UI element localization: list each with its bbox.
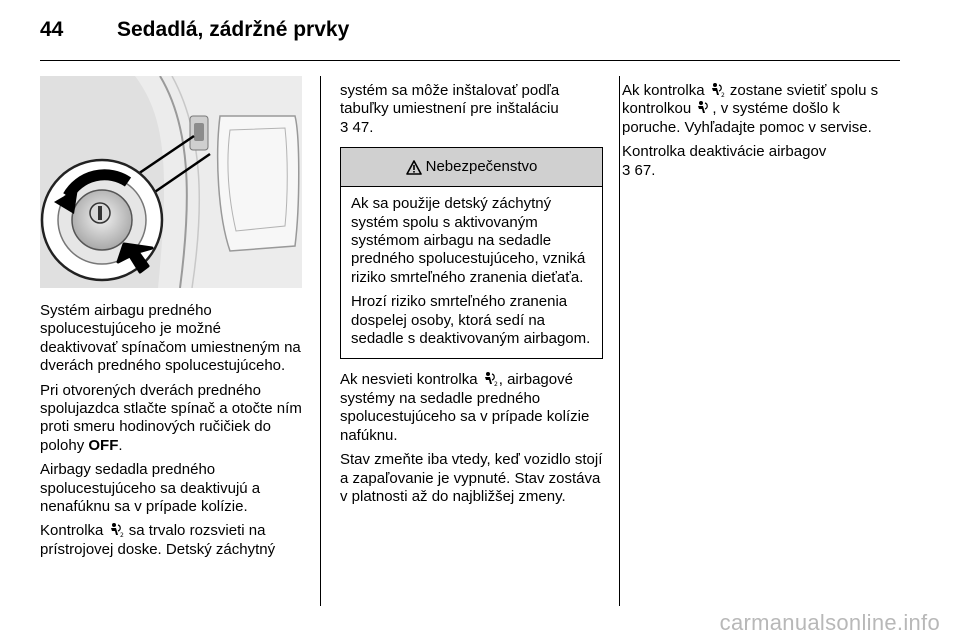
svg-text:2: 2: [493, 381, 498, 387]
airbag-off-icon: [108, 522, 125, 537]
column-divider-left: [320, 76, 321, 606]
column-2: [340, 82, 603, 512]
paragraph: Ak sa použije detský záchytný systém spolu s aktivovaným systémom airbagu na sedadle predného spolucestujúceho, vzniká riziko smrteľného zranenia dieťaťa.: [351, 195, 586, 286]
page-number: 44: [40, 18, 64, 41]
svg-text:2: 2: [720, 92, 725, 97]
danger-box-title: Nebezpečenstvo: [425, 158, 538, 176]
text: Pri otvorených dverách predného spolujazdca stlačte spínač a otočte ním proti smeru hodinových ručičiek do polohy: [40, 381, 302, 454]
text: Ak nesvieti kontrolka: [340, 371, 482, 389]
watermark: carmanualsonline.info: [719, 610, 940, 635]
paragraph: systém sa môže inštalovať podľa tabuľky umiestnení pre inštaláciu: [340, 82, 560, 118]
cross-reference: 3 47.: [340, 118, 374, 136]
paragraph: [40, 522, 302, 559]
svg-text:2: 2: [119, 532, 124, 538]
paragraph: Stav zmeňte iba vtedy, keď vozidlo stojí a zapaľovanie je vypnuté. Stav zostáva v platnosti až do najbližšej zmeny.: [340, 451, 603, 505]
text: Kontrolka: [40, 522, 108, 540]
paragraph: [622, 82, 902, 137]
column-divider-right: [619, 76, 620, 606]
paragraph: Hrozí riziko smrteľného zranenia dospelej osoby, ktorá sedí na sedadle s deaktivovaným airbagom.: [351, 293, 591, 348]
paragraph: [340, 371, 603, 445]
danger-box-header: [341, 148, 602, 187]
danger-box-body: [341, 187, 602, 358]
airbag-off-icon: [482, 371, 499, 386]
danger-box: [340, 147, 603, 359]
text: zostane svietiť spolu s kontrolkou: [622, 82, 879, 118]
column-3: [622, 82, 902, 186]
paragraph: Systém airbagu predného spolucestujúceho je možné deaktivovať spínačom umiestneným na dverách predného spolucestujúceho.: [40, 302, 301, 375]
warning-triangle-icon: [406, 160, 422, 175]
off-position-label: OFF: [88, 436, 119, 454]
airbag-switch-illustration: [40, 76, 302, 288]
text: , v systéme došlo k poruche. Vyhľadajte pomoc v servise.: [622, 100, 872, 136]
paragraph: Airbagy sedadla predného spolucestujúceho sa deaktivujú a nenafúknu sa v prípade kolízie.: [40, 461, 261, 516]
airbag-icon: [695, 100, 712, 115]
header-rule: [40, 60, 900, 61]
text: sa trvalo rozsvieti na prístrojovej doske. Detský záchytný: [40, 522, 276, 558]
paragraph: Kontrolka deaktivácie airbagov: [622, 143, 827, 161]
cross-reference: 3 67.: [622, 161, 656, 179]
page-title: Sedadlá, zádržné prvky: [117, 18, 350, 41]
column-1: [40, 302, 302, 565]
text: , airbagové systémy na sedadle predného spolucestujúceho sa v prípade kolízie nafúknu.: [340, 371, 590, 444]
airbag-off-icon: [709, 82, 726, 97]
paragraph: [40, 382, 302, 456]
text: Ak kontrolka: [622, 82, 709, 99]
text: .: [118, 436, 123, 454]
